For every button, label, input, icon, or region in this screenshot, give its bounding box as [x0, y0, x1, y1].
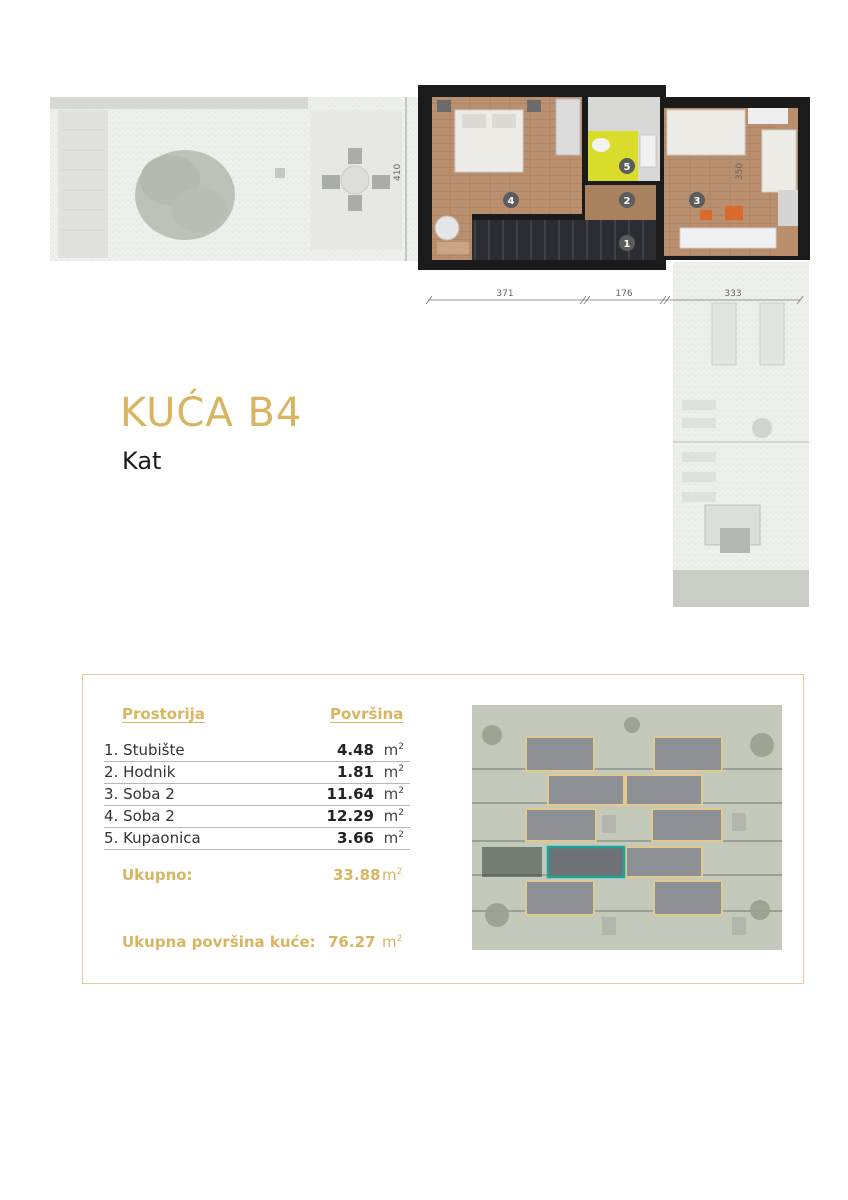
area-unit: $m^2$ — [383, 763, 404, 781]
house-total-value: 76.27 — [328, 933, 376, 951]
column-header-area: Površina — [330, 705, 404, 723]
room-number-1: 1 — [623, 239, 631, 250]
room-name: 1. Stubište — [104, 741, 185, 759]
dim-width-2: 176 — [615, 289, 633, 299]
room-area: 4.48 — [336, 741, 374, 759]
page-subtitle: Kat — [122, 447, 162, 475]
room-area: 3.66 — [336, 829, 374, 847]
total-label: Ukupno: — [122, 866, 193, 884]
room-number-3: 3 — [693, 196, 701, 207]
total-value: 33.88 — [333, 866, 381, 884]
room-area: 1.81 — [336, 763, 374, 781]
highlighted-unit — [548, 847, 624, 877]
room-number-4: 4 — [507, 196, 515, 207]
room-number-5: 5 — [623, 162, 631, 173]
house-total-label: Ukupna površina kuće: — [122, 933, 316, 951]
table-row — [104, 805, 410, 828]
dim-width-3: 333 — [724, 289, 742, 299]
left-garden — [50, 97, 420, 261]
area-unit: $m^2$ — [383, 785, 404, 803]
column-header-room: Prostorija — [122, 705, 205, 723]
table-row — [104, 761, 410, 784]
site-plan-image — [472, 705, 782, 950]
room-name: 5. Kupaonica — [104, 829, 201, 847]
table-row — [104, 783, 410, 806]
area-unit: $m^2$ — [383, 829, 404, 847]
room-number-2: 2 — [623, 196, 631, 207]
dim-height-left: 410 — [393, 163, 403, 181]
dim-width-1: 371 — [496, 289, 514, 299]
house-total-unit: $m^2$ — [382, 933, 403, 951]
right-garden — [673, 262, 809, 607]
area-unit: $m^2$ — [383, 741, 404, 759]
page-title: KUĆA B4 — [120, 390, 303, 436]
room-name: 3. Soba 2 — [104, 785, 175, 803]
room-area: 11.64 — [326, 785, 374, 803]
total-unit: $m^2$ — [382, 866, 403, 884]
table-row — [104, 739, 410, 762]
area-unit: $m^2$ — [383, 807, 404, 825]
dim-height-right: 350 — [735, 162, 745, 180]
room-name: 4. Soba 2 — [104, 807, 175, 825]
room-area: 12.29 — [326, 807, 374, 825]
table-row — [104, 827, 410, 850]
room-name: 2. Hodnik — [104, 763, 176, 781]
